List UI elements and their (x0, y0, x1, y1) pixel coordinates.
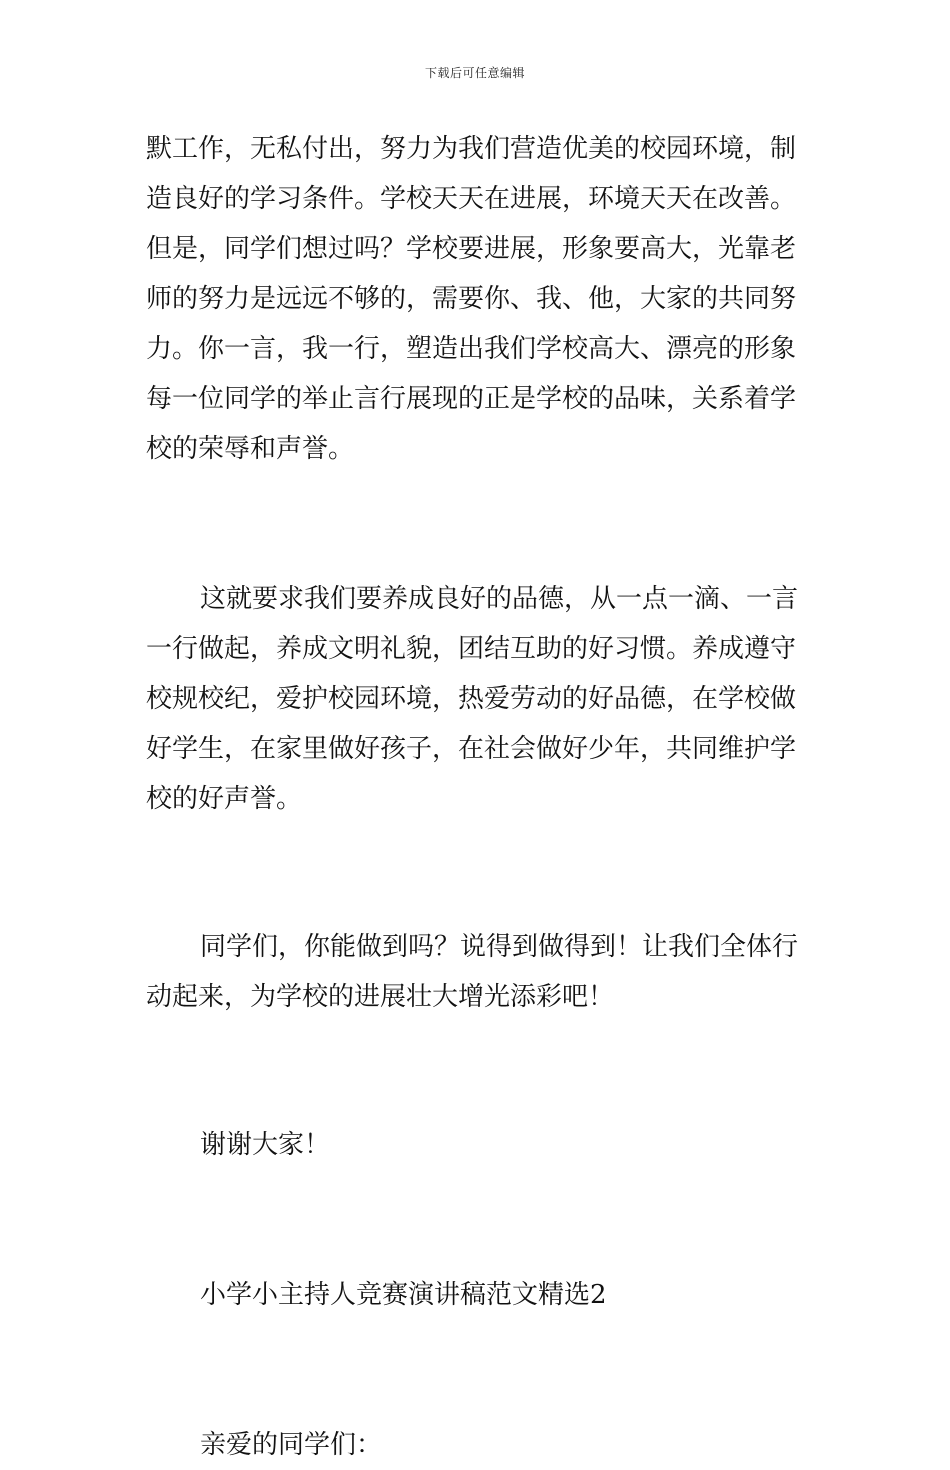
section-heading (146, 1270, 810, 1320)
paragraph-spacer (146, 1170, 810, 1270)
text-line: 造良好的学习条件。学校天天在进展，环境天天在改善。 (146, 184, 797, 214)
text-line: 这就要求我们要养成良好的品德，从一点一滴、一言 (200, 584, 799, 614)
paragraph-spacer (146, 824, 810, 922)
text-line: 小学小主持人竞赛演讲稿范文精选2 (200, 1280, 607, 1310)
paragraph-salutation (146, 1420, 810, 1470)
paragraph-spacer (146, 1022, 810, 1120)
paragraph-thanks (146, 1120, 810, 1170)
paragraph-3 (146, 922, 810, 1022)
text-line: 谢谢大家！ (200, 1130, 331, 1160)
text-line: 每一位同学的举止言行展现的正是学校的品味，关系着学 (146, 384, 797, 414)
paragraph-2 (146, 574, 810, 824)
document-body (146, 124, 810, 1470)
header-note: 下载后可任意编辑 (424, 66, 525, 80)
text-line: 但是，同学们想过吗？学校要进展，形象要高大，光靠老 (146, 234, 797, 264)
paragraph-1 (146, 124, 810, 474)
text-line: 校的荣辱和声誉。 (146, 434, 355, 464)
text-line: 力。你一言，我一行，塑造出我们学校高大、漂亮的形象 (146, 334, 797, 364)
text-line: 好学生，在家里做好孩子，在社会做好少年，共同维护学 (146, 734, 797, 764)
text-line: 一行做起，养成文明礼貌，团结互助的好习惯。养成遵守 (146, 634, 797, 664)
text-line: 动起来，为学校的进展壮大增光添彩吧！ (146, 982, 615, 1012)
text-line: 亲爱的同学们： (200, 1430, 383, 1460)
text-line: 师的努力是远远不够的，需要你、我、他，大家的共同努 (146, 284, 797, 314)
text-line: 校的好声誉。 (146, 784, 303, 814)
text-line: 同学们，你能做到吗？说得到做得到！让我们全体行 (200, 932, 799, 962)
paragraph-spacer (146, 1320, 810, 1420)
text-line: 校规校纪，爱护校园环境，热爱劳动的好品德，在学校做 (146, 684, 797, 714)
paragraph-spacer (146, 474, 810, 574)
text-line: 默工作，无私付出，努力为我们营造优美的校园环境，制 (146, 134, 797, 164)
